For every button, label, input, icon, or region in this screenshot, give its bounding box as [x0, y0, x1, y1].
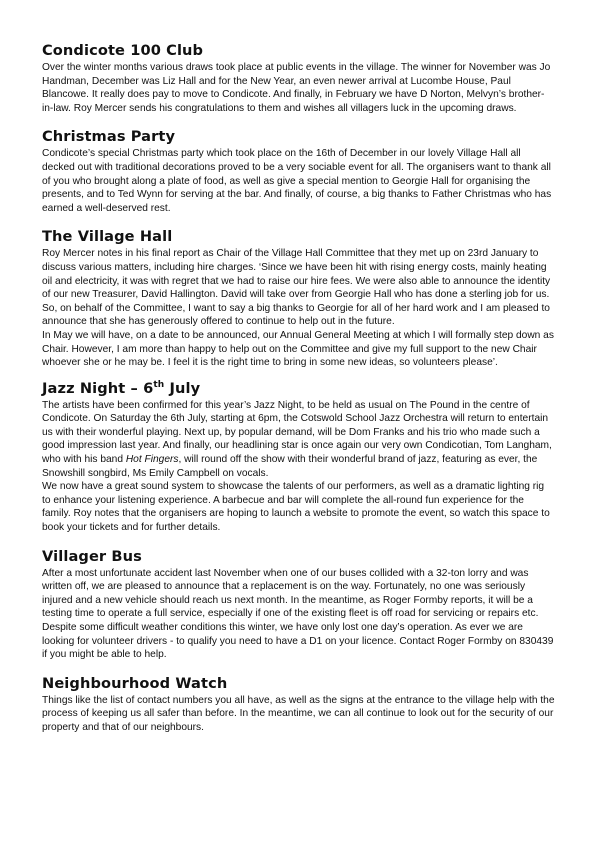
title-end: July: [164, 379, 201, 397]
section-body: Things like the list of contact numbers you all have, as well as the signs at the entrance to the village help with the process of keeping us all safer than before. In the meantime, we can all continue to look out for the security of our property and that of our neighbours.: [42, 694, 555, 733]
section-village-hall: [42, 228, 555, 369]
section-body: Over the winter months various draws took place at public events in the village. The winner for November was Jo Handman, December was Liz Hall and for the New Year, an even newer arrival at Lucombe House, Paul Blancowe. It really does pay to move to Condicote. And finally, in February we have D Norton, Melvyn’s brother-in-law. Roy Mercer sends his congratulations to them and wishes all villagers luck in the upcoming draws.: [42, 62, 551, 114]
section-body: [42, 399, 555, 481]
section-body: Roy Mercer notes in his final report as Chair of the Village Hall Committee that they met up on 23rd January to discuss various matters, including hire charges. ‘Since we have been hit with rising energy costs, mainly heating oil and electricity, it was with regret that we had to raise our hire fees. We were also able to announce the identity of our new Treasurer, David Hallington. David will take over from Georgie Hall who has done a sterling job for us. So, on behalf of the Committee, I want to say a big thanks to Georgie for all of her hard work and I am pleased to announce that she has generously offered to continue to help out in the future.: [42, 248, 551, 328]
section-body: Condicote’s special Christmas party which took place on the 16th of December in our lovely Village Hall all decked out with traditional decorations proved to be a very sociable event for all. The organisers want to thank all of you who brought along a plate of food, as well as give a special mention to Georgie Hall for organising the presents, and to Ted Wynn for serving at the bar. And finally, of course, a big thanks to Father Christmas who has earned a well-deserved rest.: [42, 148, 552, 214]
section-100-club: [42, 42, 555, 115]
title-superscript: th: [153, 379, 165, 390]
section-title: [42, 380, 555, 397]
section-title: Neighbourhood Watch: [42, 674, 228, 692]
section-title: Christmas Party: [42, 128, 176, 146]
section-title: Villager Bus: [42, 547, 142, 565]
section-villager-bus: [42, 548, 555, 662]
body-text: The artists have been confirmed for this year’s Jazz Night, to be held as usual on The Pound in the centre of Condicote. On Saturday the 6th July, starting at 6pm, the Cotswold School Jazz Orchestra will return to entertain us with their wonderful playing. Next up, by popular demand, will be Dom Franks and his trio who made such a good impression last year. And finally, our headlining star is once again our very own Condicotian, Tom Langham, who with his band: [42, 399, 552, 466]
section-title: Condicote 100 Club: [42, 42, 204, 59]
body-text: , will round off the show with their wonderful brand of jazz, featuring as ever, the Snowshill songbird, Ms Emily Campbell on vocals.: [42, 454, 538, 479]
title-main: Jazz Night – 6: [42, 379, 154, 397]
section-title: The Village Hall: [42, 228, 173, 246]
section-body: We now have a great sound system to showcase the talents of our performers, as well as a dramatic lighting rig to enhance your listening experience. A barbecue and bar will complete the all-round fun experience for the family. Roy notes that the organisers are hoping to launch a website to promote the event, so watch this space to book your tickets and for further details.: [42, 481, 550, 534]
section-christmas-party: [42, 128, 555, 215]
section-body: In May we will have, on a date to be announced, our Annual General Meeting at which I will formally step down as Chair. However, I am more than happy to help out on the Committee and give my full support to the new Chair whoever she or he may be. I feel it is the right time to bring in some new ideas, so volunteers please’.: [42, 329, 554, 369]
section-jazz-night: [42, 380, 555, 535]
section-neighbourhood-watch: [42, 675, 555, 735]
section-body: After a most unfortunate accident last November when one of our buses collided with a 32-ton lorry and was written off, we are pleased to announce that a replacement is on the way. Fortunately, no one was seriously injured and a new vehicle should reach us next month. In the meantime, as Roger Formby reports, it will be a testing time to operate a full service, especially if one of the existing fleet is off road for servicing or repairs etc. Despite some difficult weather conditions this winter, we have only lost one day’s operation. As ever we are looking for volunteer drivers - to qualify you need to have a D1 on your licence. Contact Roger Formby on 830439 if you might be able to help.: [42, 567, 554, 661]
band-name: Hot Fingers: [125, 454, 179, 466]
